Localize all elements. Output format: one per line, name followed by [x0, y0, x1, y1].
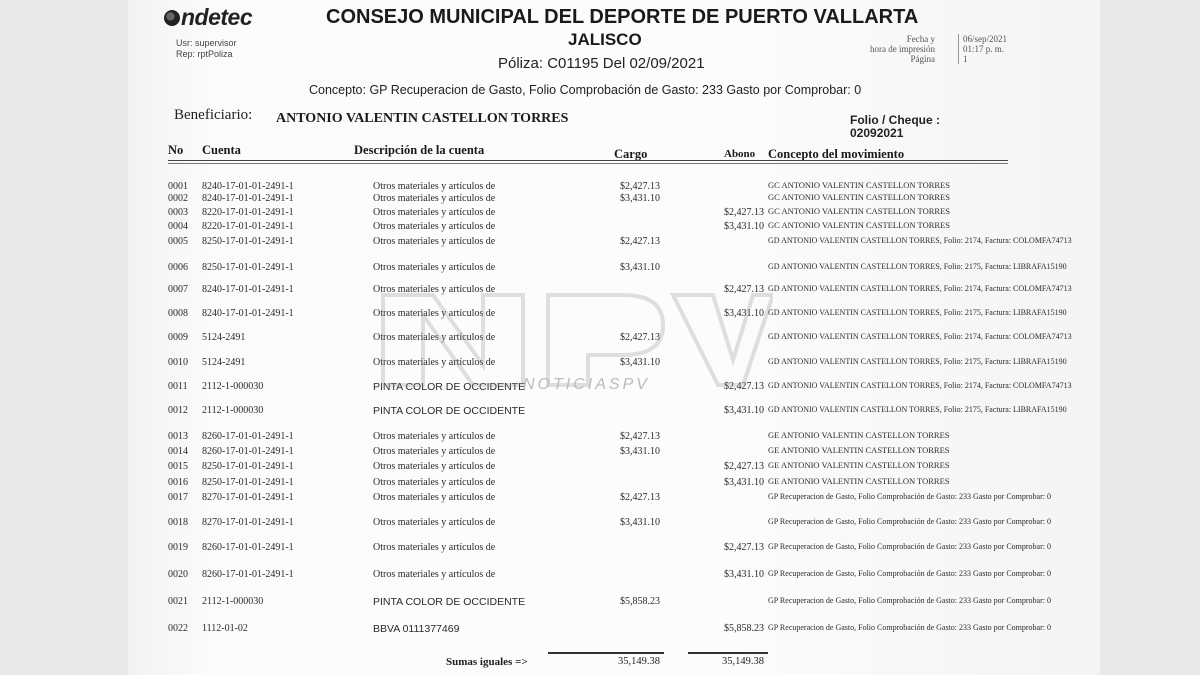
total-cargo: 35,149.38	[618, 656, 660, 667]
row-cuenta: 8240-17-01-01-2491-1	[202, 193, 294, 204]
row-concepto: GP Recuperacion de Gasto, Folio Comprobación de Gasto: 233 Gasto por Comprobar: 0	[768, 623, 1051, 632]
header-divider	[168, 160, 1008, 161]
totals-label: Sumas iguales =>	[446, 656, 528, 668]
row-concepto: GD ANTONIO VALENTIN CASTELLON TORRES, Folio: 2174, Factura: COLOMFA74713	[768, 381, 1072, 390]
col-header-cuenta: Cuenta	[202, 143, 241, 157]
row-concepto: GC ANTONIO VALENTIN CASTELLON TORRES	[768, 192, 950, 202]
row-descripcion: Otros materiales y artículos de	[373, 542, 496, 553]
col-header-no: No	[168, 143, 184, 157]
row-no: 0009	[168, 332, 188, 343]
row-cargo: $3,431.10	[620, 357, 660, 368]
row-cuenta: 5124-2491	[202, 357, 246, 368]
table-row	[128, 332, 1100, 346]
row-no: 0013	[168, 431, 188, 442]
print-labels: Fecha y hora de impresión Página	[870, 34, 935, 64]
right-margin	[1100, 0, 1200, 675]
row-no: 0015	[168, 461, 188, 472]
row-concepto: GP Recuperacion de Gasto, Folio Comprobación de Gasto: 233 Gasto por Comprobar: 0	[768, 517, 1051, 526]
row-descripcion: Otros materiales y artículos de	[373, 492, 496, 503]
row-abono: $2,427.13	[724, 461, 764, 472]
row-descripcion: PINTA COLOR DE OCCIDENTE	[373, 381, 526, 393]
page-subtitle: JALISCO	[568, 30, 642, 49]
row-no: 0021	[168, 596, 188, 607]
row-no: 0002	[168, 193, 188, 204]
row-cargo: $5,858.23	[620, 596, 660, 607]
table-row	[128, 207, 1100, 221]
row-descripcion: Otros materiales y artículos de	[373, 181, 496, 192]
logo-mark-icon	[164, 10, 180, 26]
row-descripcion: Otros materiales y artículos de	[373, 308, 496, 319]
row-concepto: GD ANTONIO VALENTIN CASTELLON TORRES, Folio: 2175, Factura: LIBRAFA15190	[768, 405, 1067, 414]
row-descripcion: Otros materiales y artículos de	[373, 357, 496, 368]
table-row	[128, 542, 1100, 556]
row-descripcion: Otros materiales y artículos de	[373, 262, 496, 273]
row-concepto: GD ANTONIO VALENTIN CASTELLON TORRES, Folio: 2174, Factura: COLOMFA74713	[768, 284, 1072, 293]
document-page	[128, 0, 1100, 675]
row-no: 0017	[168, 492, 188, 503]
row-cuenta: 8240-17-01-01-2491-1	[202, 308, 294, 319]
row-cuenta: 8260-17-01-01-2491-1	[202, 446, 294, 457]
row-cargo: $3,431.10	[620, 262, 660, 273]
col-header-abono: Abono	[724, 148, 756, 160]
row-concepto: GC ANTONIO VALENTIN CASTELLON TORRES	[768, 206, 950, 216]
row-cuenta: 2112-1-000030	[202, 405, 264, 416]
row-cuenta: 8260-17-01-01-2491-1	[202, 569, 294, 580]
col-header-concepto: Concepto del movimiento	[768, 147, 905, 161]
row-concepto: GE ANTONIO VALENTIN CASTELLON TORRES	[768, 460, 950, 470]
table-row	[128, 308, 1100, 322]
table-row	[128, 221, 1100, 235]
table-row	[128, 193, 1100, 207]
row-cuenta: 8220-17-01-01-2491-1	[202, 207, 294, 218]
row-cuenta: 5124-2491	[202, 332, 246, 343]
row-concepto: GC ANTONIO VALENTIN CASTELLON TORRES	[768, 220, 950, 230]
table-row	[128, 405, 1100, 419]
row-no: 0012	[168, 405, 188, 416]
report-label: Rep: rptPoliza	[176, 49, 233, 59]
row-cargo: $3,431.10	[620, 446, 660, 457]
table-row	[128, 357, 1100, 371]
table-row	[128, 569, 1100, 583]
row-no: 0008	[168, 308, 188, 319]
row-no: 0011	[168, 381, 188, 392]
row-cuenta: 2112-1-000030	[202, 381, 264, 392]
row-descripcion: Otros materiales y artículos de	[373, 207, 496, 218]
row-concepto: GC ANTONIO VALENTIN CASTELLON TORRES	[768, 180, 950, 190]
totals-rule-abono	[688, 652, 768, 654]
row-no: 0007	[168, 284, 188, 295]
row-descripcion: PINTA COLOR DE OCCIDENTE	[373, 596, 526, 608]
row-abono: $2,427.13	[724, 381, 764, 392]
row-concepto: GD ANTONIO VALENTIN CASTELLON TORRES, Folio: 2175, Factura: LIBRAFA15190	[768, 262, 1067, 271]
folio-cheque: Folio / Cheque : 02092021	[850, 113, 940, 140]
row-no: 0016	[168, 477, 188, 488]
row-abono: $5,858.23	[724, 623, 764, 634]
row-concepto: GE ANTONIO VALENTIN CASTELLON TORRES	[768, 430, 950, 440]
total-abono: 35,149.38	[722, 656, 764, 667]
row-descripcion: Otros materiales y artículos de	[373, 569, 496, 580]
row-descripcion: Otros materiales y artículos de	[373, 332, 496, 343]
row-no: 0018	[168, 517, 188, 528]
totals-rule-cargo	[548, 652, 664, 654]
row-cuenta: 2112-1-000030	[202, 596, 264, 607]
row-no: 0004	[168, 221, 188, 232]
row-concepto: GP Recuperacion de Gasto, Folio Comprobación de Gasto: 233 Gasto por Comprobar: 0	[768, 596, 1051, 605]
col-header-desc: Descripción de la cuenta	[354, 143, 485, 157]
row-no: 0003	[168, 207, 188, 218]
row-no: 0019	[168, 542, 188, 553]
row-cargo: $3,431.10	[620, 517, 660, 528]
table-row	[128, 284, 1100, 298]
table-row	[128, 236, 1100, 250]
row-cuenta: 8250-17-01-01-2491-1	[202, 236, 294, 247]
row-cuenta: 8250-17-01-01-2491-1	[202, 461, 294, 472]
row-cargo: $2,427.13	[620, 492, 660, 503]
row-concepto: GE ANTONIO VALENTIN CASTELLON TORRES	[768, 445, 950, 455]
print-values: 06/sep/2021 01:17 p. m. 1	[958, 34, 1007, 64]
row-cuenta: 8270-17-01-01-2491-1	[202, 517, 294, 528]
row-concepto: GD ANTONIO VALENTIN CASTELLON TORRES, Folio: 2174, Factura: COLOMFA74713	[768, 332, 1072, 341]
row-concepto: GD ANTONIO VALENTIN CASTELLON TORRES, Folio: 2175, Factura: LIBRAFA15190	[768, 357, 1067, 366]
row-abono: $3,431.10	[724, 477, 764, 488]
row-descripcion: Otros materiales y artículos de	[373, 193, 496, 204]
row-concepto: GD ANTONIO VALENTIN CASTELLON TORRES, Folio: 2174, Factura: COLOMFA74713	[768, 236, 1072, 245]
row-abono: $2,427.13	[724, 284, 764, 295]
row-descripcion: BBVA 0111377469	[373, 623, 460, 635]
row-descripcion: Otros materiales y artículos de	[373, 236, 496, 247]
table-row	[128, 492, 1100, 506]
table-row	[128, 477, 1100, 491]
row-concepto: GP Recuperacion de Gasto, Folio Comprobación de Gasto: 233 Gasto por Comprobar: 0	[768, 492, 1051, 501]
beneficiario-label: Beneficiario:	[174, 107, 253, 123]
row-cargo: $3,431.10	[620, 193, 660, 204]
row-descripcion: Otros materiales y artículos de	[373, 431, 496, 442]
table-row	[128, 431, 1100, 445]
row-descripcion: Otros materiales y artículos de	[373, 446, 496, 457]
left-margin	[0, 0, 128, 675]
col-header-cargo: Cargo	[614, 147, 648, 161]
row-cuenta: 1112-01-02	[202, 623, 248, 634]
table-row	[128, 596, 1100, 610]
row-descripcion: Otros materiales y artículos de	[373, 461, 496, 472]
row-no: 0022	[168, 623, 188, 634]
row-cuenta: 8250-17-01-01-2491-1	[202, 262, 294, 273]
table-row	[128, 461, 1100, 475]
row-cuenta: 8240-17-01-01-2491-1	[202, 181, 294, 192]
row-cargo: $2,427.13	[620, 236, 660, 247]
row-abono: $3,431.10	[724, 569, 764, 580]
row-concepto: GE ANTONIO VALENTIN CASTELLON TORRES	[768, 476, 950, 486]
row-no: 0006	[168, 262, 188, 273]
row-descripcion: Otros materiales y artículos de	[373, 221, 496, 232]
row-descripcion: Otros materiales y artículos de	[373, 477, 496, 488]
logo: ndetec	[164, 4, 252, 31]
user-label: Usr: supervisor	[176, 38, 237, 48]
page-title: CONSEJO MUNICIPAL DEL DEPORTE DE PUERTO VALLARTA	[326, 6, 919, 28]
table-row	[128, 517, 1100, 531]
row-no: 0001	[168, 181, 188, 192]
row-cuenta: 8260-17-01-01-2491-1	[202, 431, 294, 442]
row-cuenta: 8220-17-01-01-2491-1	[202, 221, 294, 232]
row-no: 0020	[168, 569, 188, 580]
row-no: 0005	[168, 236, 188, 247]
row-no: 0014	[168, 446, 188, 457]
row-abono: $3,431.10	[724, 221, 764, 232]
row-abono: $2,427.13	[724, 207, 764, 218]
row-cargo: $2,427.13	[620, 431, 660, 442]
table-row	[128, 446, 1100, 460]
concepto-line: Concepto: GP Recuperacion de Gasto, Folio Comprobación de Gasto: 233 Gasto por Comprobar: 0	[309, 83, 862, 97]
row-cuenta: 8270-17-01-01-2491-1	[202, 492, 294, 503]
table-row	[128, 623, 1100, 637]
row-concepto: GP Recuperacion de Gasto, Folio Comprobación de Gasto: 233 Gasto por Comprobar: 0	[768, 542, 1051, 551]
row-cuenta: 8260-17-01-01-2491-1	[202, 542, 294, 553]
header-divider-2	[168, 163, 1008, 164]
row-concepto: GP Recuperacion de Gasto, Folio Comprobación de Gasto: 233 Gasto por Comprobar: 0	[768, 569, 1051, 578]
row-descripcion: Otros materiales y artículos de	[373, 284, 496, 295]
row-abono: $2,427.13	[724, 542, 764, 553]
poliza-line: Póliza: C01195 Del 02/09/2021	[498, 55, 705, 72]
watermark-text: NOTICIASPV	[523, 376, 650, 393]
row-cuenta: 8250-17-01-01-2491-1	[202, 477, 294, 488]
row-abono: $3,431.10	[724, 405, 764, 416]
row-concepto: GD ANTONIO VALENTIN CASTELLON TORRES, Folio: 2175, Factura: LIBRAFA15190	[768, 308, 1067, 317]
row-cuenta: 8240-17-01-01-2491-1	[202, 284, 294, 295]
row-cargo: $2,427.13	[620, 332, 660, 343]
row-no: 0010	[168, 357, 188, 368]
row-abono: $3,431.10	[724, 308, 764, 319]
table-row	[128, 262, 1100, 276]
row-cargo: $2,427.13	[620, 181, 660, 192]
beneficiario-name: ANTONIO VALENTIN CASTELLON TORRES	[276, 111, 569, 126]
row-descripcion: Otros materiales y artículos de	[373, 517, 496, 528]
row-descripcion: PINTA COLOR DE OCCIDENTE	[373, 405, 526, 417]
